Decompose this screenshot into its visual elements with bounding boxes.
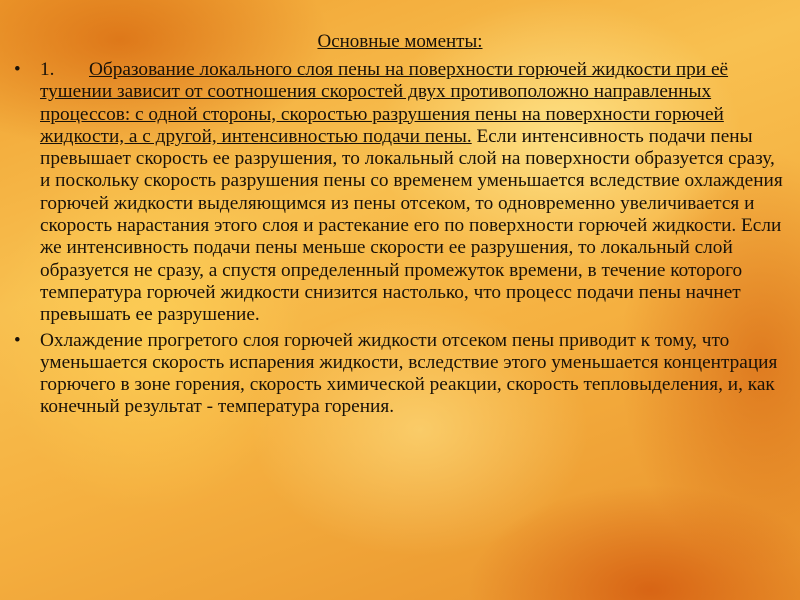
item-underlined-text: Образование локального слоя пены на поверхности горючей жидкости при её тушении зависит от соотношения скоростей двух противоположно направленных процессов: с одной стороны, скоростью разрушения пены на поверхности горючей жидкости, а с другой, интенсивностью подачи пены. (40, 59, 729, 147)
bullet-icon: • (14, 59, 21, 80)
slide-title: Основные моменты: (317, 31, 483, 52)
item-text: Охлаждение прогретого слоя горючей жидкости отсеком пены приводит к тому, что уменьшается скорость испарения жидкости, вследствие этого уменьшается концентрация горючего в зоне горения, скорость химической реакции, скорость тепловыделения, и, как конечный результат - температура горения. (40, 329, 778, 418)
list-item (14, 330, 784, 419)
item-number: 1. (40, 59, 55, 80)
bullet-list (14, 59, 784, 419)
item-text: Если интенсивность подачи пены превышает скорость ее разрушения, то локальный слой на поверхности образуется сразу, и поскольку скорость разрушения пены со временем уменьшается вследствие охлаждения горючей жидкости выделяющимся из пены отсеком, то одновременно увеличивается и скорость нарастания этого слоя и растекание его по поверхности горючей жидкости. Если же интенсивность подачи пены меньше скорости ее разрушения, то локальный слой образуется не сразу, а спустя определенный промежуток времени, в течение которого температура горючей жидкости снизится настолько, что процесс подачи пены начнет превышать ее разрушение. (40, 125, 783, 326)
list-item (14, 59, 784, 327)
bullet-icon: • (14, 329, 21, 351)
